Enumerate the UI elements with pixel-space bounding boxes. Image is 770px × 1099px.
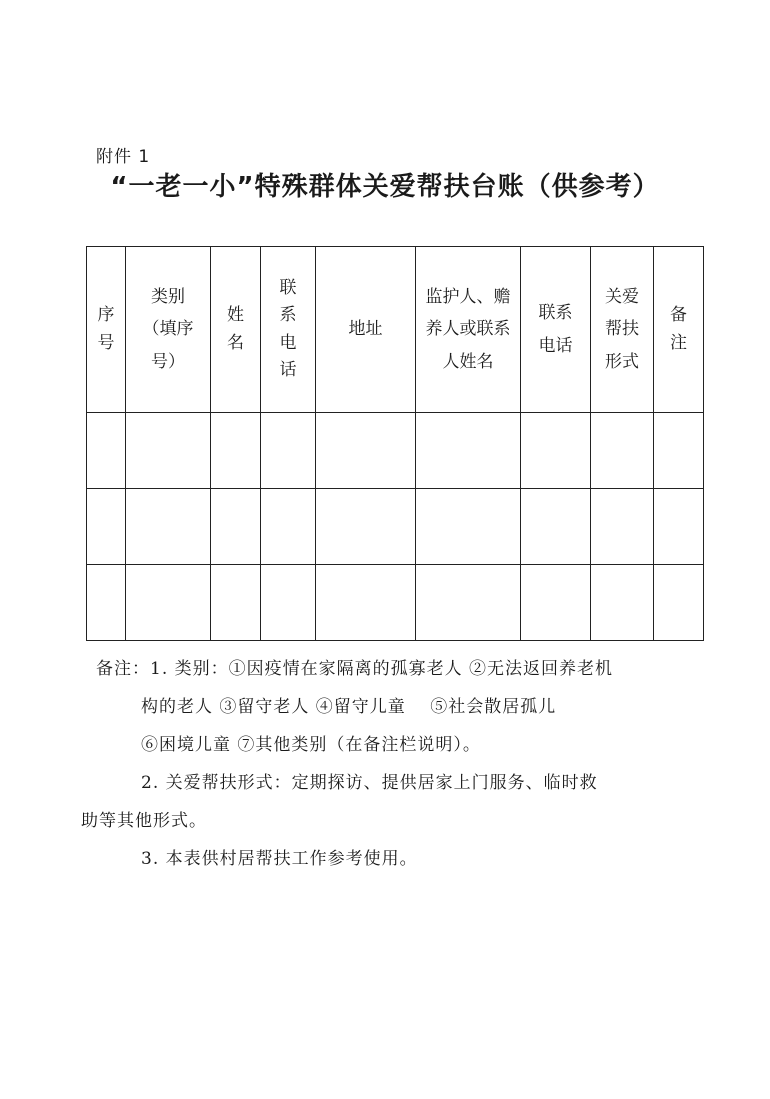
note-line: ⑥困境儿童 ⑦其他类别（在备注栏说明）。	[141, 735, 481, 755]
table-cell	[316, 565, 416, 641]
col-header-support-form: 关爱帮扶形式	[591, 247, 654, 413]
col-header-remarks: 备注	[654, 247, 704, 413]
header-row	[87, 247, 704, 413]
note-line: 2. 关爱帮扶形式：定期探访、提供居家上门服务、临时救	[141, 773, 598, 793]
table-cell	[416, 413, 521, 489]
table-cell	[211, 489, 261, 565]
table-cell	[591, 565, 654, 641]
table-cell	[87, 413, 126, 489]
table-row	[87, 565, 704, 641]
table-cell	[126, 565, 211, 641]
table-cell	[316, 489, 416, 565]
attachment-label: 附件 1	[96, 147, 151, 167]
table-cell	[654, 489, 704, 565]
table-row	[87, 489, 704, 565]
table-cell	[416, 565, 521, 641]
col-header-name: 姓名	[211, 247, 261, 413]
col-header-phone: 联系电话	[261, 247, 316, 413]
table-cell	[521, 489, 591, 565]
table-cell	[126, 413, 211, 489]
table-cell	[521, 565, 591, 641]
note-line: 构的老人 ③留守老人 ④留守儿童 ⑤社会散居孤儿	[141, 697, 557, 717]
table-cell	[654, 565, 704, 641]
table-cell	[416, 489, 521, 565]
table-cell	[211, 413, 261, 489]
col-header-index: 序号	[87, 247, 126, 413]
table-cell	[87, 489, 126, 565]
table-cell	[126, 489, 211, 565]
table-cell	[591, 489, 654, 565]
notes-section	[81, 650, 716, 878]
table-cell	[87, 565, 126, 641]
note-line: 3. 本表供村居帮扶工作参考使用。	[141, 849, 418, 869]
note-line: 助等其他形式。	[81, 811, 207, 831]
table-row	[87, 413, 704, 489]
col-header-guardian: 监护人、赡养人或联系人姓名	[416, 247, 521, 413]
document-title: “一老一小”特殊群体关爱帮扶台账（供参考）	[110, 172, 660, 202]
table-cell	[261, 489, 316, 565]
note-line: 备注：1. 类别：①因疫情在家隔离的孤寡老人 ②无法返回养老机	[96, 659, 614, 679]
table-cell	[261, 565, 316, 641]
table-cell	[316, 413, 416, 489]
table-cell	[211, 565, 261, 641]
col-header-category: 类别（填序号）	[126, 247, 211, 413]
table-cell	[521, 413, 591, 489]
table-cell	[654, 413, 704, 489]
col-header-address: 地址	[316, 247, 416, 413]
col-header-guardian-phone: 联系电话	[521, 247, 591, 413]
table-cell	[261, 413, 316, 489]
ledger-table	[86, 246, 704, 641]
table-cell	[591, 413, 654, 489]
